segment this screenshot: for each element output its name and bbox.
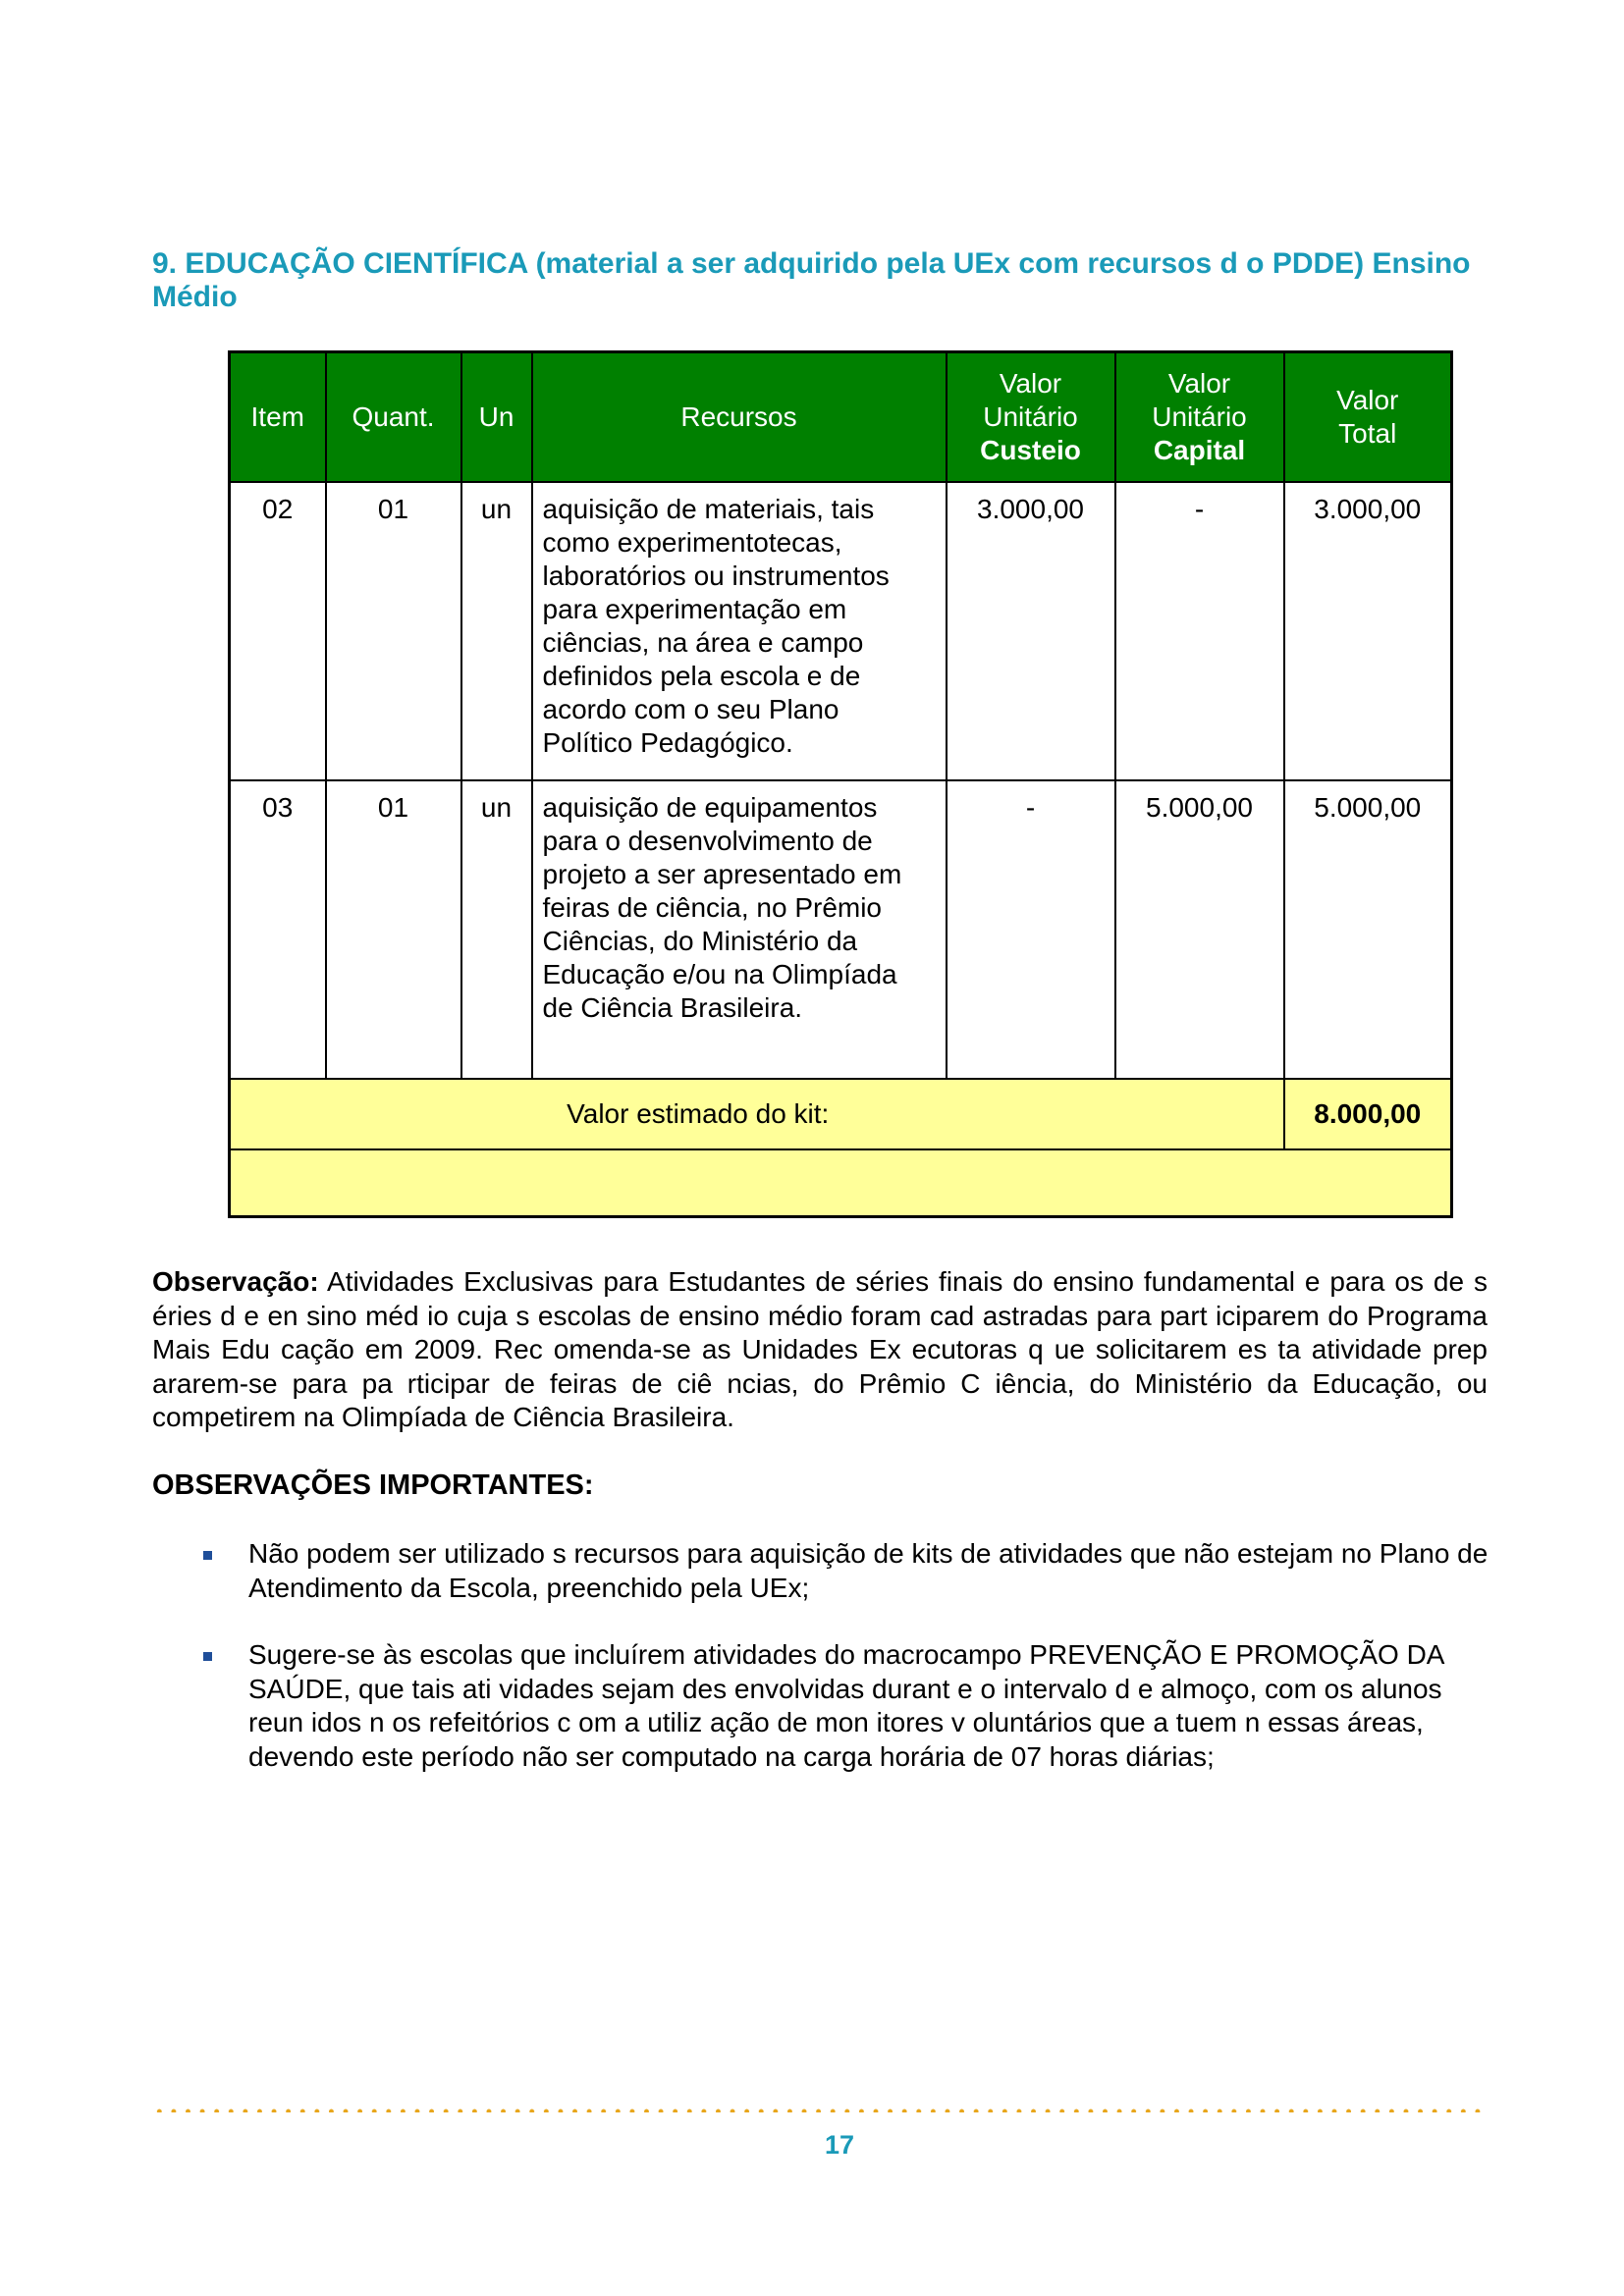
list-item-text: Não podem ser utilizado s recursos para aquisição de kits de atividades que não estejam no Plano de Atendimento da Escola, preenchido pela UEx;: [248, 1538, 1489, 1603]
cell-recursos: aquisição de equipamentos para o desenvolvimento de projeto a ser apresentado em feiras de ciência, no Prêmio Ciências, do Ministério da Educação e/ou na Olimpíada de Ciência Brasileira.: [532, 780, 947, 1079]
dotted-divider: [152, 2109, 1483, 2112]
table-row: [230, 482, 1452, 780]
list-item: [152, 1638, 1489, 1774]
page-number: 17: [824, 2130, 855, 2160]
table-header-row: [230, 352, 1452, 483]
list-item: [152, 1537, 1489, 1605]
header-valor-custeio: [947, 352, 1115, 483]
table-row: [230, 780, 1452, 1079]
list-item-text: Sugere-se às escolas que incluírem atividades do macrocampo PREVENÇÃO E PROMOÇÃO DA SAÚDE, que tais ati vidades sejam des envolvidas durant e o intervalo d e almoço, com os alunos reun idos n os refeitórios c om a utiliz ação de mon itores v oluntários que a tuem n essas áreas, devendo este período não ser computado na carga horária de 07 horas diárias;: [248, 1639, 1443, 1772]
section-title: 9. EDUCAÇÃO CIENTÍFICA (material a ser adquirido pela UEx com recursos d o PDDE) Ensino Médio: [152, 247, 1471, 313]
header-recursos: Recursos: [532, 352, 947, 483]
header-total-line-1: Valor: [1336, 385, 1399, 415]
observacao-label: Observação:: [152, 1266, 319, 1297]
header-custeio-line-2: Unitário: [983, 401, 1078, 432]
cell-quant: 01: [326, 482, 461, 780]
header-valor-total: [1284, 352, 1452, 483]
header-total-line-2: Total: [1338, 418, 1397, 449]
cell-custeio: 3.000,00: [947, 482, 1115, 780]
table-empty-row: [230, 1149, 1452, 1217]
cell-total: 5.000,00: [1284, 780, 1452, 1079]
cell-un: un: [461, 780, 532, 1079]
cell-total: 3.000,00: [1284, 482, 1452, 780]
total-value: 8.000,00: [1284, 1079, 1452, 1149]
cell-item: 03: [230, 780, 326, 1079]
total-label: Valor estimado do kit:: [230, 1079, 1284, 1149]
observacao-paragraph: [152, 1265, 1488, 1435]
square-bullet-icon: [203, 1551, 212, 1560]
cell-capital: -: [1115, 482, 1284, 780]
header-quant: Quant.: [326, 352, 461, 483]
cell-custeio: -: [947, 780, 1115, 1079]
header-custeio-line-3: Custeio: [980, 435, 1081, 465]
header-item: Item: [230, 352, 326, 483]
header-capital-line-1: Valor: [1167, 368, 1231, 399]
cell-quant: 01: [326, 780, 461, 1079]
table-total-row: [230, 1079, 1452, 1149]
square-bullet-icon: [203, 1652, 212, 1661]
empty-cell: [230, 1149, 1452, 1217]
kit-table: [228, 350, 1453, 1218]
header-capital-line-3: Capital: [1153, 435, 1246, 465]
cell-item: 02: [230, 482, 326, 780]
header-capital-line-2: Unitário: [1152, 401, 1247, 432]
observacoes-list: [152, 1537, 1489, 1807]
observacoes-importantes-heading: OBSERVAÇÕES IMPORTANTES:: [152, 1469, 594, 1501]
cell-un: un: [461, 482, 532, 780]
cell-recursos: aquisição de materiais, tais como experimentotecas, laboratórios ou instrumentos para experimentação em ciências, na área e campo definidos pela escola e de acordo com o seu Plano Político Pedagógico.: [532, 482, 947, 780]
observacao-text: Atividades Exclusivas para Estudantes de séries finais do ensino fundamental e para os de s éries d e en sino méd io cuja s escolas de ensino médio foram cad astradas para part iciparem do Programa Mais Edu cação em 2009. Rec omenda-se as Unidades Ex ecutoras q ue solicitarem es ta atividade prep ararem-se para pa rticipar de feiras de ciê ncias, do Prêmio C iência, do Ministério da Educação, ou competirem na Olimpíada de Ciência Brasileira.: [152, 1266, 1488, 1432]
header-custeio-line-1: Valor: [999, 368, 1062, 399]
header-valor-capital: [1115, 352, 1284, 483]
header-un: Un: [461, 352, 532, 483]
cell-capital: 5.000,00: [1115, 780, 1284, 1079]
